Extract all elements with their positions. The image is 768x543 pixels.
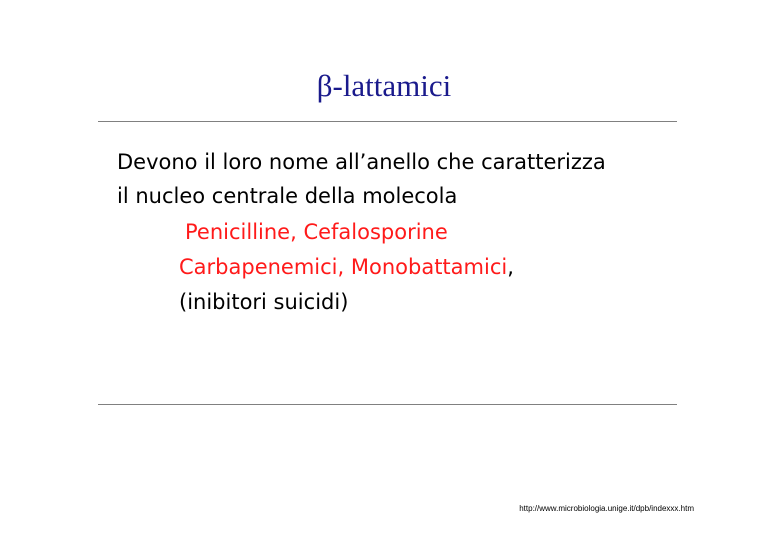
antibiotic-classes-line-2 (179, 257, 514, 278)
antibiotic-classes-text: Carbapenemici, Monobattamici (179, 255, 508, 279)
slide-title: β-lattamici (316, 68, 452, 103)
top-divider (98, 121, 677, 122)
source-url: http://www.microbiologia.unige.it/dpb/indexxx.htm (519, 504, 694, 513)
description-line-2: il nucleo centrale della molecola (117, 184, 458, 208)
antibiotic-classes-comma: , (507, 255, 514, 279)
description-line-1: Devono il loro nome all’anello che caratterizza (117, 150, 606, 174)
bottom-divider (98, 404, 677, 405)
inhibitors-note: (inibitori suicidi) (179, 290, 349, 314)
antibiotic-classes-line-1: Penicilline, Cefalosporine (185, 220, 448, 244)
